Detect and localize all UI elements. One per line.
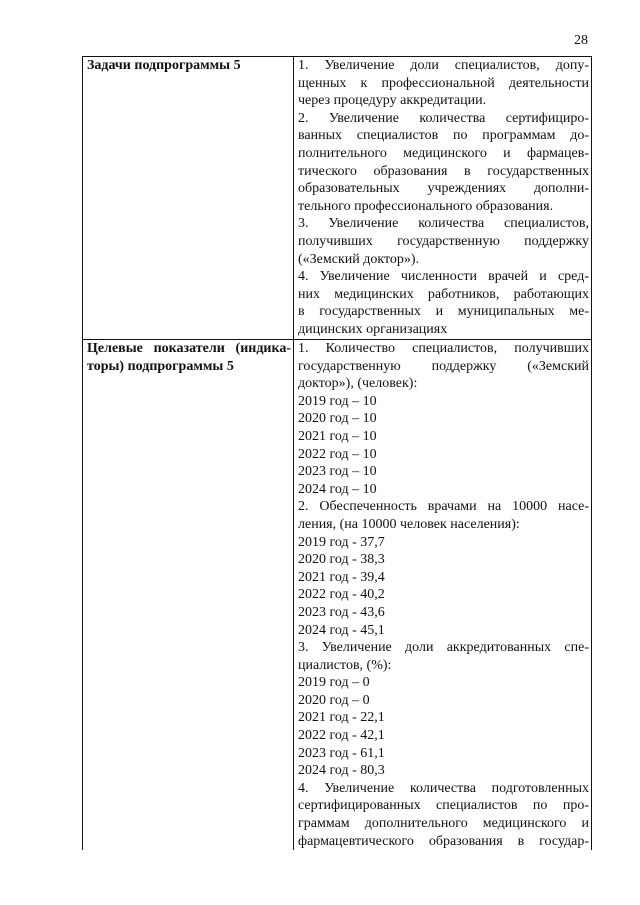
content-line: 2023 год - 43,6 bbox=[298, 604, 385, 620]
content-line: 1. Увеличение доли специалистов, допу- bbox=[298, 58, 589, 73]
content-line: 2024 год – 10 bbox=[298, 481, 377, 497]
content-line: («Земский доктор»). bbox=[298, 251, 420, 267]
page-number: 28 bbox=[574, 33, 588, 48]
content-line: 3. Увеличение количества специалистов, bbox=[298, 216, 589, 232]
row-content-tasks bbox=[294, 57, 592, 340]
content-line: 2019 год – 10 bbox=[298, 393, 377, 409]
table-row bbox=[83, 340, 592, 851]
content-line: 2020 год - 38,3 bbox=[298, 552, 385, 568]
content-line: тического образования в государственных bbox=[298, 163, 589, 179]
content-line: дицинских организациях bbox=[298, 321, 448, 337]
content-line: 2024 год - 80,3 bbox=[298, 763, 385, 779]
content-line: 1. Количество специалистов, получивших bbox=[298, 341, 589, 356]
content-line: образовательных учреждениях дополни- bbox=[298, 181, 589, 197]
content-line: 4. Увеличение количества подготовленных bbox=[298, 780, 589, 796]
content-line: сертифицированных специалистов по про- bbox=[298, 798, 589, 814]
content-line: 2021 год – 10 bbox=[298, 428, 377, 444]
content-line: 3. Увеличение доли аккредитованных спе- bbox=[298, 640, 589, 656]
content-line: фармацевтического образования в государ- bbox=[298, 833, 589, 849]
content-line: 4. Увеличение численности врачей и сред- bbox=[298, 269, 589, 285]
content-line: 2020 год – 10 bbox=[298, 411, 377, 427]
content-line: ванных специалистов по программам до- bbox=[298, 128, 589, 144]
content-line: в государственных и муниципальных ме- bbox=[298, 304, 589, 320]
table-row bbox=[83, 57, 592, 340]
content-line: граммам дополнительного медицинского и bbox=[298, 816, 589, 832]
content-line: 2020 год – 0 bbox=[298, 692, 370, 708]
content-line: через процедуру аккредитации. bbox=[298, 93, 487, 109]
content-line: 2. Обеспеченность врачами на 10000 насе- bbox=[298, 499, 589, 515]
content-line: получивших государственную поддержку bbox=[298, 233, 589, 249]
content-line: 2021 год - 39,4 bbox=[298, 569, 385, 585]
content-line: циалистов, (%): bbox=[298, 657, 392, 673]
content-line: полнительного медицинского и фармацев- bbox=[298, 145, 589, 161]
content-line: 2022 год - 42,1 bbox=[298, 728, 385, 744]
content-line: 2021 год - 22,1 bbox=[298, 710, 385, 726]
row-label-tasks: Задачи подпрограммы 5 bbox=[83, 57, 294, 340]
content-line: 2022 год - 40,2 bbox=[298, 587, 385, 603]
content-line: 2019 год - 37,7 bbox=[298, 534, 385, 550]
content-line: 2023 год - 61,1 bbox=[298, 745, 385, 761]
content-line: 2. Увеличение количества сертифициро- bbox=[298, 110, 589, 126]
content-line: государственную поддержку («Земский bbox=[298, 358, 589, 374]
row-content-indicators bbox=[294, 340, 592, 851]
row-label-indicators: Целевые показатели (индика- торы) подпрограммы 5 bbox=[83, 340, 294, 851]
content-line: 2019 год – 0 bbox=[298, 675, 370, 691]
content-line: тельного профессионального образования. bbox=[298, 198, 554, 214]
content-line: 2024 год - 45,1 bbox=[298, 622, 385, 638]
content-line: 2022 год – 10 bbox=[298, 446, 377, 462]
subprogram-table bbox=[82, 56, 592, 850]
content-line: доктор»), (человек): bbox=[298, 376, 418, 392]
content-line: ления, (на 10000 человек населения): bbox=[298, 516, 520, 532]
content-line: 2023 год – 10 bbox=[298, 464, 377, 480]
content-line: них медицинских работников, работающих bbox=[298, 286, 589, 302]
content-line: щенных к профессиональной деятельности bbox=[298, 75, 589, 91]
